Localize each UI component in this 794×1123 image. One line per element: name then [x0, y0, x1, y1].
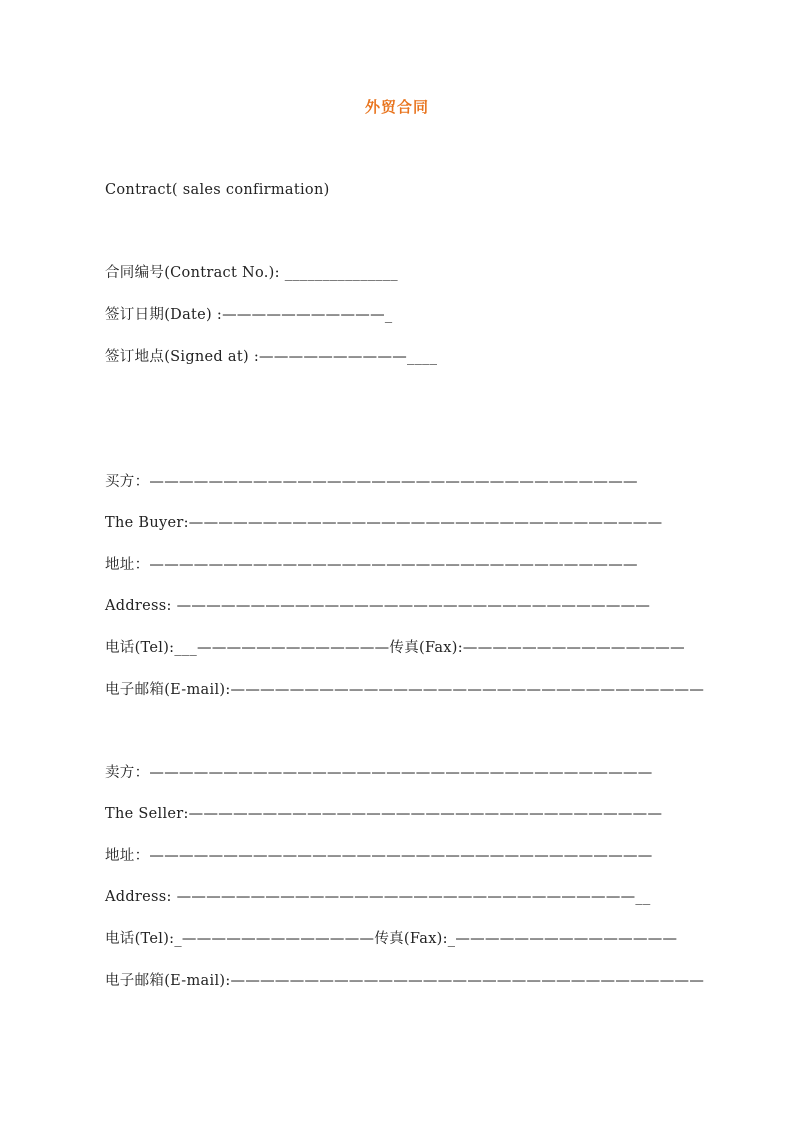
seller-name-cn-field: 卖方：—————————————————————————————————— — [105, 765, 653, 781]
buyer-email-field: 电子邮箱(E-mail):———————————————————————————————— — [105, 682, 705, 698]
signing-date-field: 签订日期(Date) :———————————_ — [105, 307, 393, 323]
seller-address-en-field: Address: ———————————————————————————————__ — [105, 889, 651, 905]
buyer-address-en-field: Address: ———————————————————————————————— — [105, 598, 651, 614]
signing-place-field: 签订地点(Signed at) :——————————____ — [105, 349, 438, 365]
seller-phone-fax-field: 电话(Tel):_—————————————传真(Fax):_——————————————— — [105, 931, 678, 947]
seller-email-field: 电子邮箱(E-mail):———————————————————————————————— — [105, 973, 705, 989]
buyer-name-cn-field: 买方：————————————————————————————————— — [105, 474, 638, 490]
buyer-name-en-field: The Buyer:———————————————————————————————— — [105, 515, 663, 531]
document-title: 外贸合同 — [364, 98, 429, 116]
buyer-address-cn-field: 地址：————————————————————————————————— — [105, 557, 638, 573]
contract-subtitle: Contract( sales confirmation) — [105, 182, 330, 198]
seller-address-cn-field: 地址：—————————————————————————————————— — [105, 848, 653, 864]
seller-name-en-field: The Seller:———————————————————————————————— — [105, 806, 663, 822]
buyer-phone-fax-field: 电话(Tel):___—————————————传真(Fax):——————————————— — [105, 640, 685, 656]
contract-number-field: 合同编号(Contract No.): _______________ — [105, 265, 398, 281]
